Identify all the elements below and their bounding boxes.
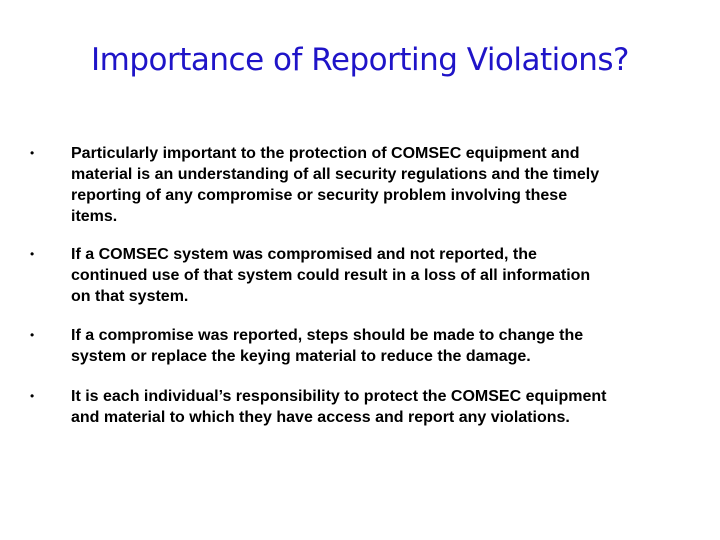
bullet-list: [30, 143, 690, 445]
bullet-line: It is each individual’s responsibility to protect the COMSEC equipment: [71, 388, 607, 405]
bullet-line: on that system.: [71, 288, 189, 305]
bullet-item: [30, 325, 690, 367]
bullet-line: material is an understanding of all security regulations and the timely: [71, 166, 600, 183]
bullet-item: [30, 386, 690, 428]
bullet-line: If a COMSEC system was compromised and not reported, the: [71, 246, 537, 263]
bullet-line: Particularly important to the protection of COMSEC equipment and: [71, 145, 580, 162]
slide-title: Importance of Reporting Violations?: [91, 42, 629, 78]
bullet-line: reporting of any compromise or security problem involving these: [71, 187, 568, 204]
bullet-line: system or replace the keying material to reduce the damage.: [71, 348, 531, 365]
bullet-item: [30, 143, 690, 227]
bullet-marker: •: [30, 146, 35, 160]
bullet-line: If a compromise was reported, steps should be made to change the: [71, 327, 584, 344]
bullet-line: continued use of that system could result in a loss of all information: [71, 267, 591, 284]
bullet-item: [30, 244, 690, 307]
bullet-marker: •: [30, 389, 35, 403]
bullet-marker: •: [30, 247, 35, 261]
bullet-line: and material to which they have access and report any violations.: [71, 409, 570, 426]
bullet-line: items.: [71, 208, 118, 225]
bullet-marker: •: [30, 328, 35, 342]
